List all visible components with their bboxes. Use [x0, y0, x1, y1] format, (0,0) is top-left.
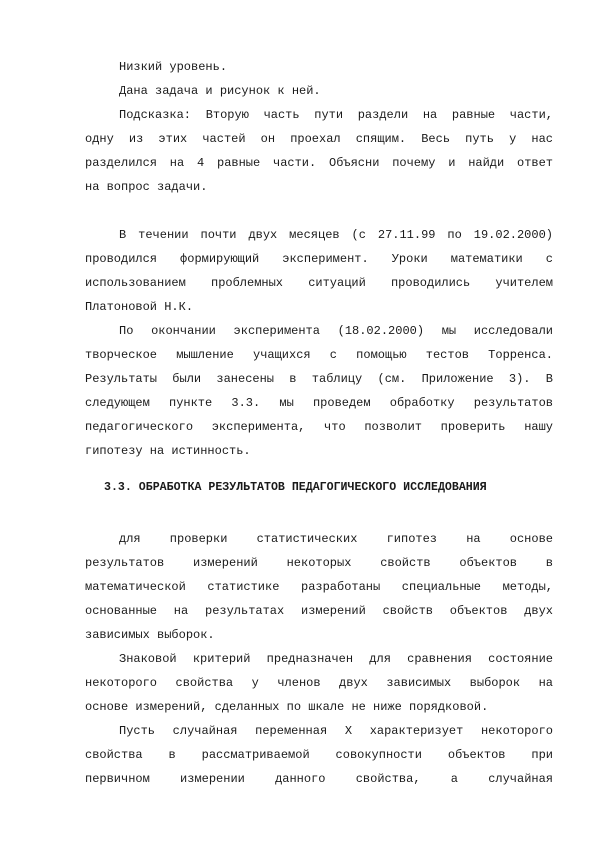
paragraph-results-line-2: творческое мышление учащихся с помощью тестов Торренса.: [85, 348, 553, 362]
paragraph-level-line: Низкий уровень.: [119, 60, 228, 74]
paragraph-criterion-line-3: основе измерений, сделанных по шкале не ниже порядковой.: [85, 700, 489, 714]
paragraph-variable-line-3: первичном измерении данного свойства, а случайная: [85, 772, 553, 786]
paragraph-task-line: Дана задача и рисунок к ней.: [119, 84, 321, 98]
paragraph-experiment-line-1: В течении почти двух месяцев (с 27.11.99 по 19.02.2000): [119, 228, 553, 242]
paragraph-hint-line-2: одну из этих частей он проехал спящим. Весь путь у нас: [85, 132, 553, 146]
paragraph-methods-line-2: результатов измерений некоторых свойств объектов в: [85, 556, 553, 570]
paragraph-hint-line-4: на вопрос задачи.: [85, 180, 208, 194]
paragraph-experiment-line-2: проводился формирующий эксперимент. Уроки математики с: [85, 252, 553, 266]
paragraph-variable-line-1: Пусть случайная переменная X характеризует некоторого: [119, 724, 553, 738]
paragraph-experiment-line-3: использованием проблемных ситуаций проводились учителем: [85, 276, 553, 290]
paragraph-results-line-3: Результаты были занесены в таблицу (см. Приложение 3). В: [85, 372, 553, 386]
paragraph-experiment-line-4: Платоновой Н.К.: [85, 300, 194, 314]
paragraph-methods-line-5: зависимых выборок.: [85, 628, 215, 642]
paragraph-variable-line-2: свойства в рассматриваемой совокупности объектов при: [85, 748, 553, 762]
paragraph-results-line-5: педагогического эксперимента, что позволит проверить нашу: [85, 420, 553, 434]
paragraph-hint-line-3: разделился на 4 равные части. Объясни почему и найди ответ: [85, 156, 553, 170]
paragraph-methods-line-1: для проверки статистических гипотез на основе: [119, 532, 553, 546]
paragraph-hint-line-1: Подсказка: Вторую часть пути раздели на равные части,: [119, 108, 553, 122]
paragraph-criterion-line-2: некоторого свойства у членов двух зависимых выборок на: [85, 676, 553, 690]
paragraph-results-line-4: следующем пункте 3.3. мы проведем обработку результатов: [85, 396, 553, 410]
paragraph-results-line-1: По окончании эксперимента (18.02.2000) мы исследовали: [119, 324, 553, 338]
paragraph-criterion-line-1: Знаковой критерий предназначен для сравнения состояние: [119, 652, 553, 666]
paragraph-methods-line-3: математической статистике разработаны специальные методы,: [85, 580, 553, 594]
paragraph-methods-line-4: основанные на результатах измерений свойств объектов двух: [85, 604, 553, 618]
section-heading: 3.3. ОБРАБОТКА РЕЗУЛЬТАТОВ ПЕДАГОГИЧЕСКОГО ИССЛЕДОВАНИЯ: [104, 481, 487, 494]
paragraph-results-line-6: гипотезу на истинность.: [85, 444, 251, 458]
